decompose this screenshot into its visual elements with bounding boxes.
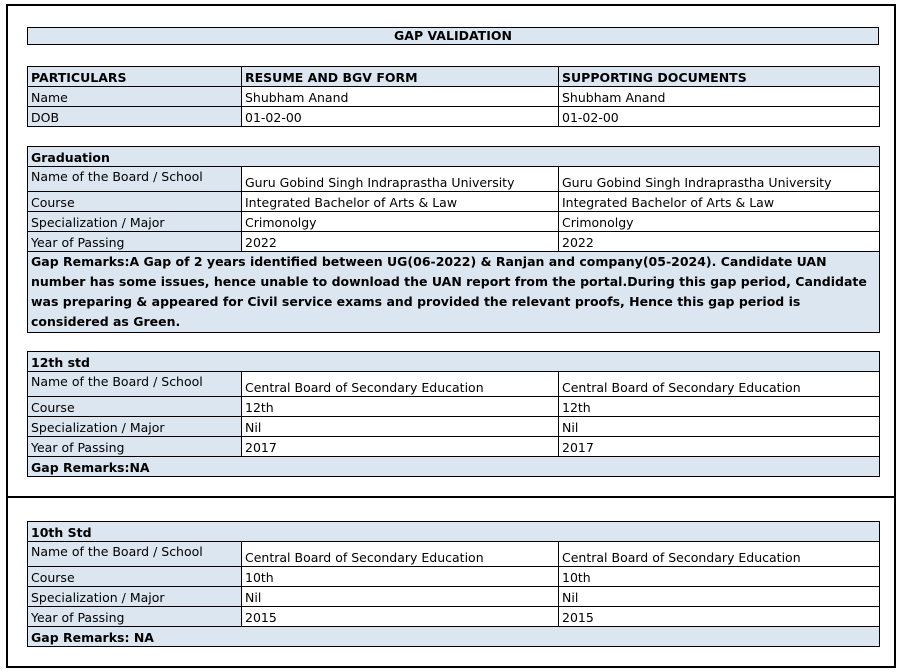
board-resume: Central Board of Secondary Education bbox=[242, 542, 559, 567]
course-supporting: 10th bbox=[559, 567, 880, 587]
gap-remarks: Gap Remarks: NA bbox=[28, 627, 880, 647]
course-label: Course bbox=[28, 397, 242, 417]
table-row bbox=[28, 372, 880, 397]
course-supporting: Integrated Bachelor of Arts & Law bbox=[559, 192, 880, 212]
dob-supporting: 01-02-00 bbox=[559, 107, 880, 127]
section-heading: 10th Std bbox=[28, 522, 880, 542]
year-resume: 2022 bbox=[242, 232, 559, 252]
board-resume: Guru Gobind Singh Indraprastha University bbox=[242, 167, 559, 192]
particulars-section bbox=[27, 66, 879, 127]
twelfth-table bbox=[27, 351, 880, 477]
table-row bbox=[28, 192, 880, 212]
specialization-supporting: Crimonolgy bbox=[559, 212, 880, 232]
board-label: Name of the Board / School bbox=[28, 167, 242, 192]
specialization-resume: Crimonolgy bbox=[242, 212, 559, 232]
course-resume: Integrated Bachelor of Arts & Law bbox=[242, 192, 559, 212]
board-supporting: Guru Gobind Singh Indraprastha University bbox=[559, 167, 880, 192]
name-label: Name bbox=[28, 87, 242, 107]
gap-remarks: Gap Remarks:A Gap of 2 years identified between UG(06-2022) & Ranjan and company(05-2024). Candidate UAN number has some issues, hence unable to download the UAN report from the portal.During this gap period, Candidate was preparing & appeared for Civil service exams and provided the relevant proofs, Hence this gap period is considered as Green. bbox=[28, 252, 880, 333]
header-supporting: SUPPORTING DOCUMENTS bbox=[559, 67, 880, 87]
table-row bbox=[28, 167, 880, 192]
board-resume: Central Board of Secondary Education bbox=[242, 372, 559, 397]
table-row bbox=[28, 607, 880, 627]
table-row bbox=[28, 212, 880, 232]
specialization-label: Specialization / Major bbox=[28, 212, 242, 232]
twelfth-section bbox=[27, 351, 879, 477]
specialization-label: Specialization / Major bbox=[28, 417, 242, 437]
specialization-resume: Nil bbox=[242, 587, 559, 607]
year-label: Year of Passing bbox=[28, 232, 242, 252]
header-row bbox=[28, 67, 880, 87]
board-label: Name of the Board / School bbox=[28, 542, 242, 567]
gap-remarks: Gap Remarks:NA bbox=[28, 457, 880, 477]
year-label: Year of Passing bbox=[28, 437, 242, 457]
table-row bbox=[28, 232, 880, 252]
year-resume: 2015 bbox=[242, 607, 559, 627]
dob-label: DOB bbox=[28, 107, 242, 127]
tenth-table bbox=[27, 521, 880, 647]
course-label: Course bbox=[28, 192, 242, 212]
header-resume: RESUME AND BGV FORM bbox=[242, 67, 559, 87]
course-resume: 12th bbox=[242, 397, 559, 417]
year-supporting: 2022 bbox=[559, 232, 880, 252]
page-title: GAP VALIDATION bbox=[27, 27, 879, 45]
section-heading: 12th std bbox=[28, 352, 880, 372]
specialization-supporting: Nil bbox=[559, 587, 880, 607]
table-row bbox=[28, 397, 880, 417]
specialization-label: Specialization / Major bbox=[28, 587, 242, 607]
table-row bbox=[28, 587, 880, 607]
board-supporting: Central Board of Secondary Education bbox=[559, 372, 880, 397]
course-label: Course bbox=[28, 567, 242, 587]
graduation-table bbox=[27, 146, 880, 333]
specialization-supporting: Nil bbox=[559, 417, 880, 437]
table-row bbox=[28, 542, 880, 567]
header-particulars: PARTICULARS bbox=[28, 67, 242, 87]
board-supporting: Central Board of Secondary Education bbox=[559, 542, 880, 567]
tenth-section bbox=[27, 521, 879, 647]
particulars-table bbox=[27, 66, 880, 127]
section-heading: Graduation bbox=[28, 147, 880, 167]
table-row bbox=[28, 437, 880, 457]
table-row bbox=[28, 107, 880, 127]
name-resume: Shubham Anand bbox=[242, 87, 559, 107]
course-resume: 10th bbox=[242, 567, 559, 587]
year-label: Year of Passing bbox=[28, 607, 242, 627]
board-label: Name of the Board / School bbox=[28, 372, 242, 397]
name-supporting: Shubham Anand bbox=[559, 87, 880, 107]
table-row bbox=[28, 417, 880, 437]
course-supporting: 12th bbox=[559, 397, 880, 417]
specialization-resume: Nil bbox=[242, 417, 559, 437]
dob-resume: 01-02-00 bbox=[242, 107, 559, 127]
graduation-section bbox=[27, 146, 879, 333]
table-row bbox=[28, 567, 880, 587]
year-supporting: 2015 bbox=[559, 607, 880, 627]
year-supporting: 2017 bbox=[559, 437, 880, 457]
table-row bbox=[28, 87, 880, 107]
year-resume: 2017 bbox=[242, 437, 559, 457]
